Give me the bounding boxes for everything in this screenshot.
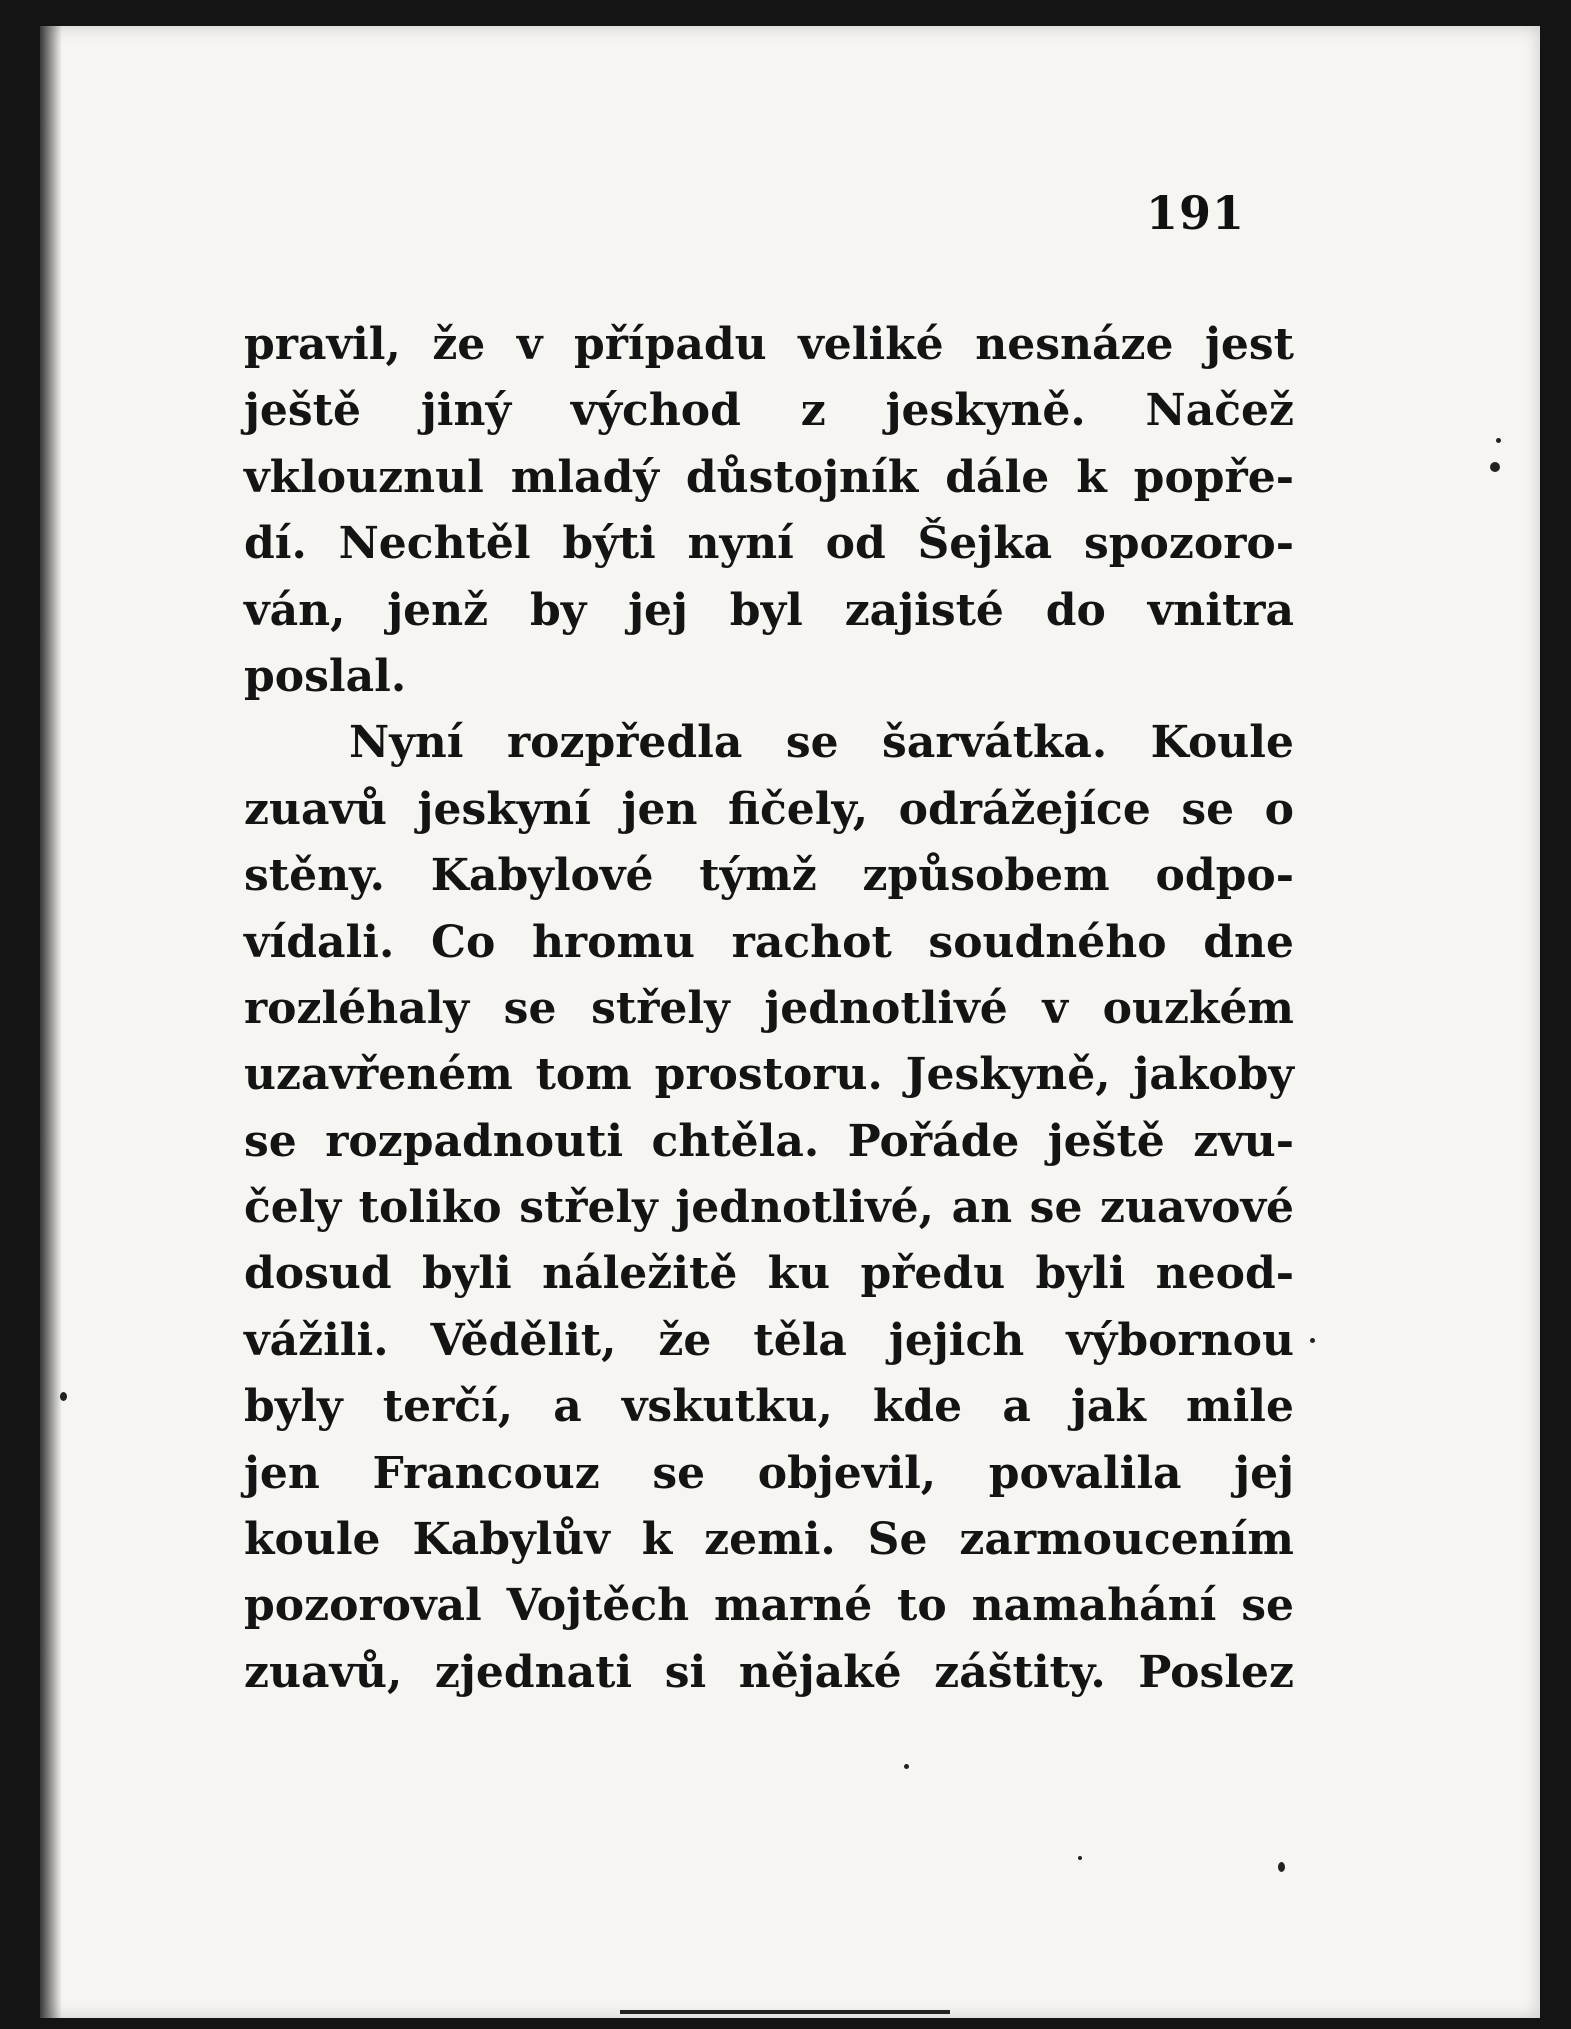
ink-speck	[904, 1764, 909, 1769]
text-line: stěny. Kabylové týmž způsobem odpo-	[244, 850, 1294, 902]
ink-speck	[1496, 438, 1501, 443]
text-line: vážili. Vědělit, že těla jejich výbornou	[244, 1314, 1294, 1366]
text-line: koule Kabylův k zemi. Se zarmoucením	[244, 1514, 1294, 1566]
binding-shadow	[40, 26, 62, 2018]
text-line: rozléhaly se střely jednotlivé v ouzkém	[244, 982, 1294, 1034]
text-line: pravil, že v případu veliké nesnáze jest	[244, 319, 1294, 370]
text-line: poslal.	[244, 650, 407, 702]
text-line: dosud byli náležitě ku předu byli neod-	[244, 1248, 1294, 1300]
text-line: zuavů, zjednati si nějaké záštity. Poslez	[244, 1646, 1294, 1698]
text-line: čely toliko střely jednotlivé, an se zuavové	[244, 1182, 1294, 1234]
page-number: 191	[1146, 186, 1246, 240]
text-line: vklouznul mladý důstojník dále k popře-	[244, 451, 1294, 503]
text-line: jen Francouz se objevil, povalila jej	[244, 1447, 1294, 1499]
text-line: ván, jenž by jej byl zajisté do vnitra	[244, 584, 1294, 636]
text-line: vídali. Co hromu rachot soudného dne	[244, 916, 1294, 968]
ink-speck	[1310, 1338, 1315, 1343]
text-line: Nyní rozpředla se šarvátka. Koule	[349, 717, 1294, 769]
text-line: ještě jiný východ z jeskyně. Načež	[244, 385, 1294, 437]
text-line: uzavřeném tom prostoru. Jeskyně, jakoby	[244, 1049, 1294, 1101]
ink-speck	[1078, 1856, 1082, 1860]
text-line: dí. Nechtěl býti nyní od Šejka spozoro-	[244, 518, 1294, 570]
text-line: zuavů jeskyní jen fičely, odrážejíce se o	[244, 783, 1294, 835]
bottom-edge-mark	[620, 2010, 950, 2014]
text-line: byly terčí, a vskutku, kde a jak mile	[244, 1381, 1294, 1433]
body-text	[244, 312, 1294, 1706]
text-line: se rozpadnouti chtěla. Pořáde ještě zvu-	[244, 1115, 1294, 1167]
ink-speck	[60, 1392, 67, 1401]
text-line: pozoroval Vojtěch marné to namahání se	[244, 1580, 1294, 1632]
ink-speck	[1278, 1862, 1285, 1872]
book-page	[40, 26, 1540, 2018]
ink-speck	[1490, 462, 1500, 472]
